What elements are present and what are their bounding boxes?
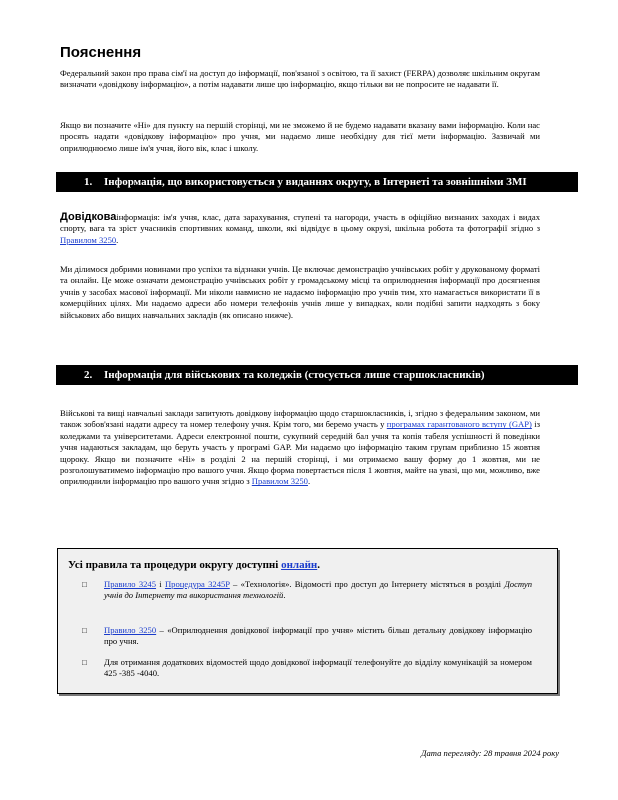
opt-out-paragraph: Якщо ви позначите «Ні» для пункту на першій сторінці, ми не зможемо й не будемо надавати вказану вами інформацію. Коли нас просять надати «довідкову інформацію» про учня, ми надаємо лише необхідну для тієї мети інформацію. Зазвичай ми оприлюднюємо лише ім'я учня, його вік, клас і школу.	[60, 120, 540, 153]
section-1-heading: Інформація, що використовується у виданнях округу, в Інтернеті та зовнішніми ЗМІ	[104, 176, 527, 188]
military-text-c: .	[307, 476, 311, 487]
list-item-directory-policy	[82, 625, 532, 647]
b2-text: – «Оприлюднення довідкової інформації про учня» містить більш детальну довідкову інформацію про учня.	[104, 625, 532, 646]
page-title: Пояснення	[60, 44, 142, 61]
list-item-contact	[82, 657, 532, 679]
section-1-header	[56, 172, 578, 192]
section-2-heading: Інформація для військових та коледжів (стосується лише старшокласників)	[104, 369, 485, 381]
military-text-a: Військові та вищі навчальні заклади запитують довідкову інформацію щодо старшокласників, і, згідно з федеральним законом, ми також зобов'язані надати адресу та номер телефону учня. Крім того, ми беремо участь у	[60, 408, 540, 430]
procedure-3245p-link[interactable]: Процедура 3245P	[164, 579, 230, 589]
policy-3250-box-link[interactable]: Правило 3250	[104, 625, 157, 635]
policies-title-end: .	[317, 559, 320, 571]
good-news-paragraph: Ми ділимося добрими новинами про успіхи та відзнаки учнів. Це включає демонстрацію учнівських робіт у друкованому форматі та онлайн. Це може означати демонстрацію учнівських робіт у громадському місці та оприлюднення інформації про досягнення учнів у засобах масової інформації. Ми ніколи навмисно не надаємо інформацію про учнів тим, хто намагається використати її в комерційних цілях. Ми надаємо адреси або номери телефонів учнів лише у випадках, коли подібні запити надходять з боку військових або вищих навчальних закладів (як описано нижче).	[60, 264, 540, 320]
list-item-technology	[82, 579, 532, 601]
policy-3250-link-2[interactable]: Правилом 3250	[251, 476, 308, 487]
policies-info-box	[57, 548, 558, 694]
directory-info-paragraph	[60, 212, 540, 246]
policy-3245-link[interactable]: Правило 3245	[104, 579, 157, 589]
military-college-paragraph	[60, 408, 540, 488]
contact-text: Для отримання додаткових відомостей щодо довідкової інформації телефонуйте до відділу комунікацій за номером 425 -385 -4040.	[104, 657, 532, 678]
b1-text: – «Технологія». Відомості про доступ до Інтернету містяться в розділі	[229, 579, 505, 589]
section-2-header	[56, 365, 578, 385]
online-link[interactable]: онлайн	[281, 559, 318, 571]
checkbox-icon: □	[82, 626, 87, 635]
b1-italic: Доступ учнів до Інтернету та використання технологій	[104, 579, 532, 600]
section-1-number: 1.	[84, 176, 93, 188]
directory-info-lead: Довідкова	[60, 211, 117, 223]
policies-title-text: Усі правила та процедури округу доступні	[68, 559, 282, 571]
section-2-number: 2.	[84, 369, 93, 381]
revision-date: Дата перегляду: 28 травня 2024 року	[421, 748, 560, 758]
policy-3250-link[interactable]: Правилом 3250	[60, 234, 117, 245]
military-text-b: із коледжами та університетами. Адреси електронної пошти, сукупний середній бал учня та копія табеля успішності й поведінки учня надаються закладам, що беруть участь у програмі GAP. Ми надаємо цю інформацію таким групам приблизно 15 жовтня щороку. Якщо ви позначите «Ні» в розділі 2 на першій сторінці, і ми отримаємо вашу форму до 1 жовтня, ми не розголошуватимемо інформацію про вашого учня. Якщо форма повертається після 1 жовтня, майте на увазі, що ми, можливо, вже оприлюднили інформацію про вашого учня згідно з	[60, 419, 540, 487]
gap-programs-link[interactable]: програмах гарантованого вступу (GAP)	[386, 419, 532, 430]
b1-end: .	[283, 590, 286, 600]
directory-info-text: інформація: ім'я учня, клас, дата зарахування, ступені та нагороди, участь в офіційно визнаних заходах і видах спорту, вага та зріст учасників спортивних команд, школи, які відвідує в цьому окрузі, шкільна робота та фотографії згідно з	[60, 212, 540, 234]
intro-paragraph: Федеральний закон про права сім'ї на доступ до інформації, пов'язаної з освітою, та її захист (FERPA) дозволяє шкільним округам визначати «довідкову інформацію», а потім надавати лише цю інформацію, якщо тільки ви не попросите не надавати її.	[60, 68, 540, 90]
checkbox-icon: □	[82, 580, 87, 589]
b1-mid: і	[156, 579, 165, 589]
checkbox-icon: □	[82, 658, 87, 667]
directory-info-end: .	[116, 234, 119, 245]
policies-box-title	[68, 559, 320, 571]
